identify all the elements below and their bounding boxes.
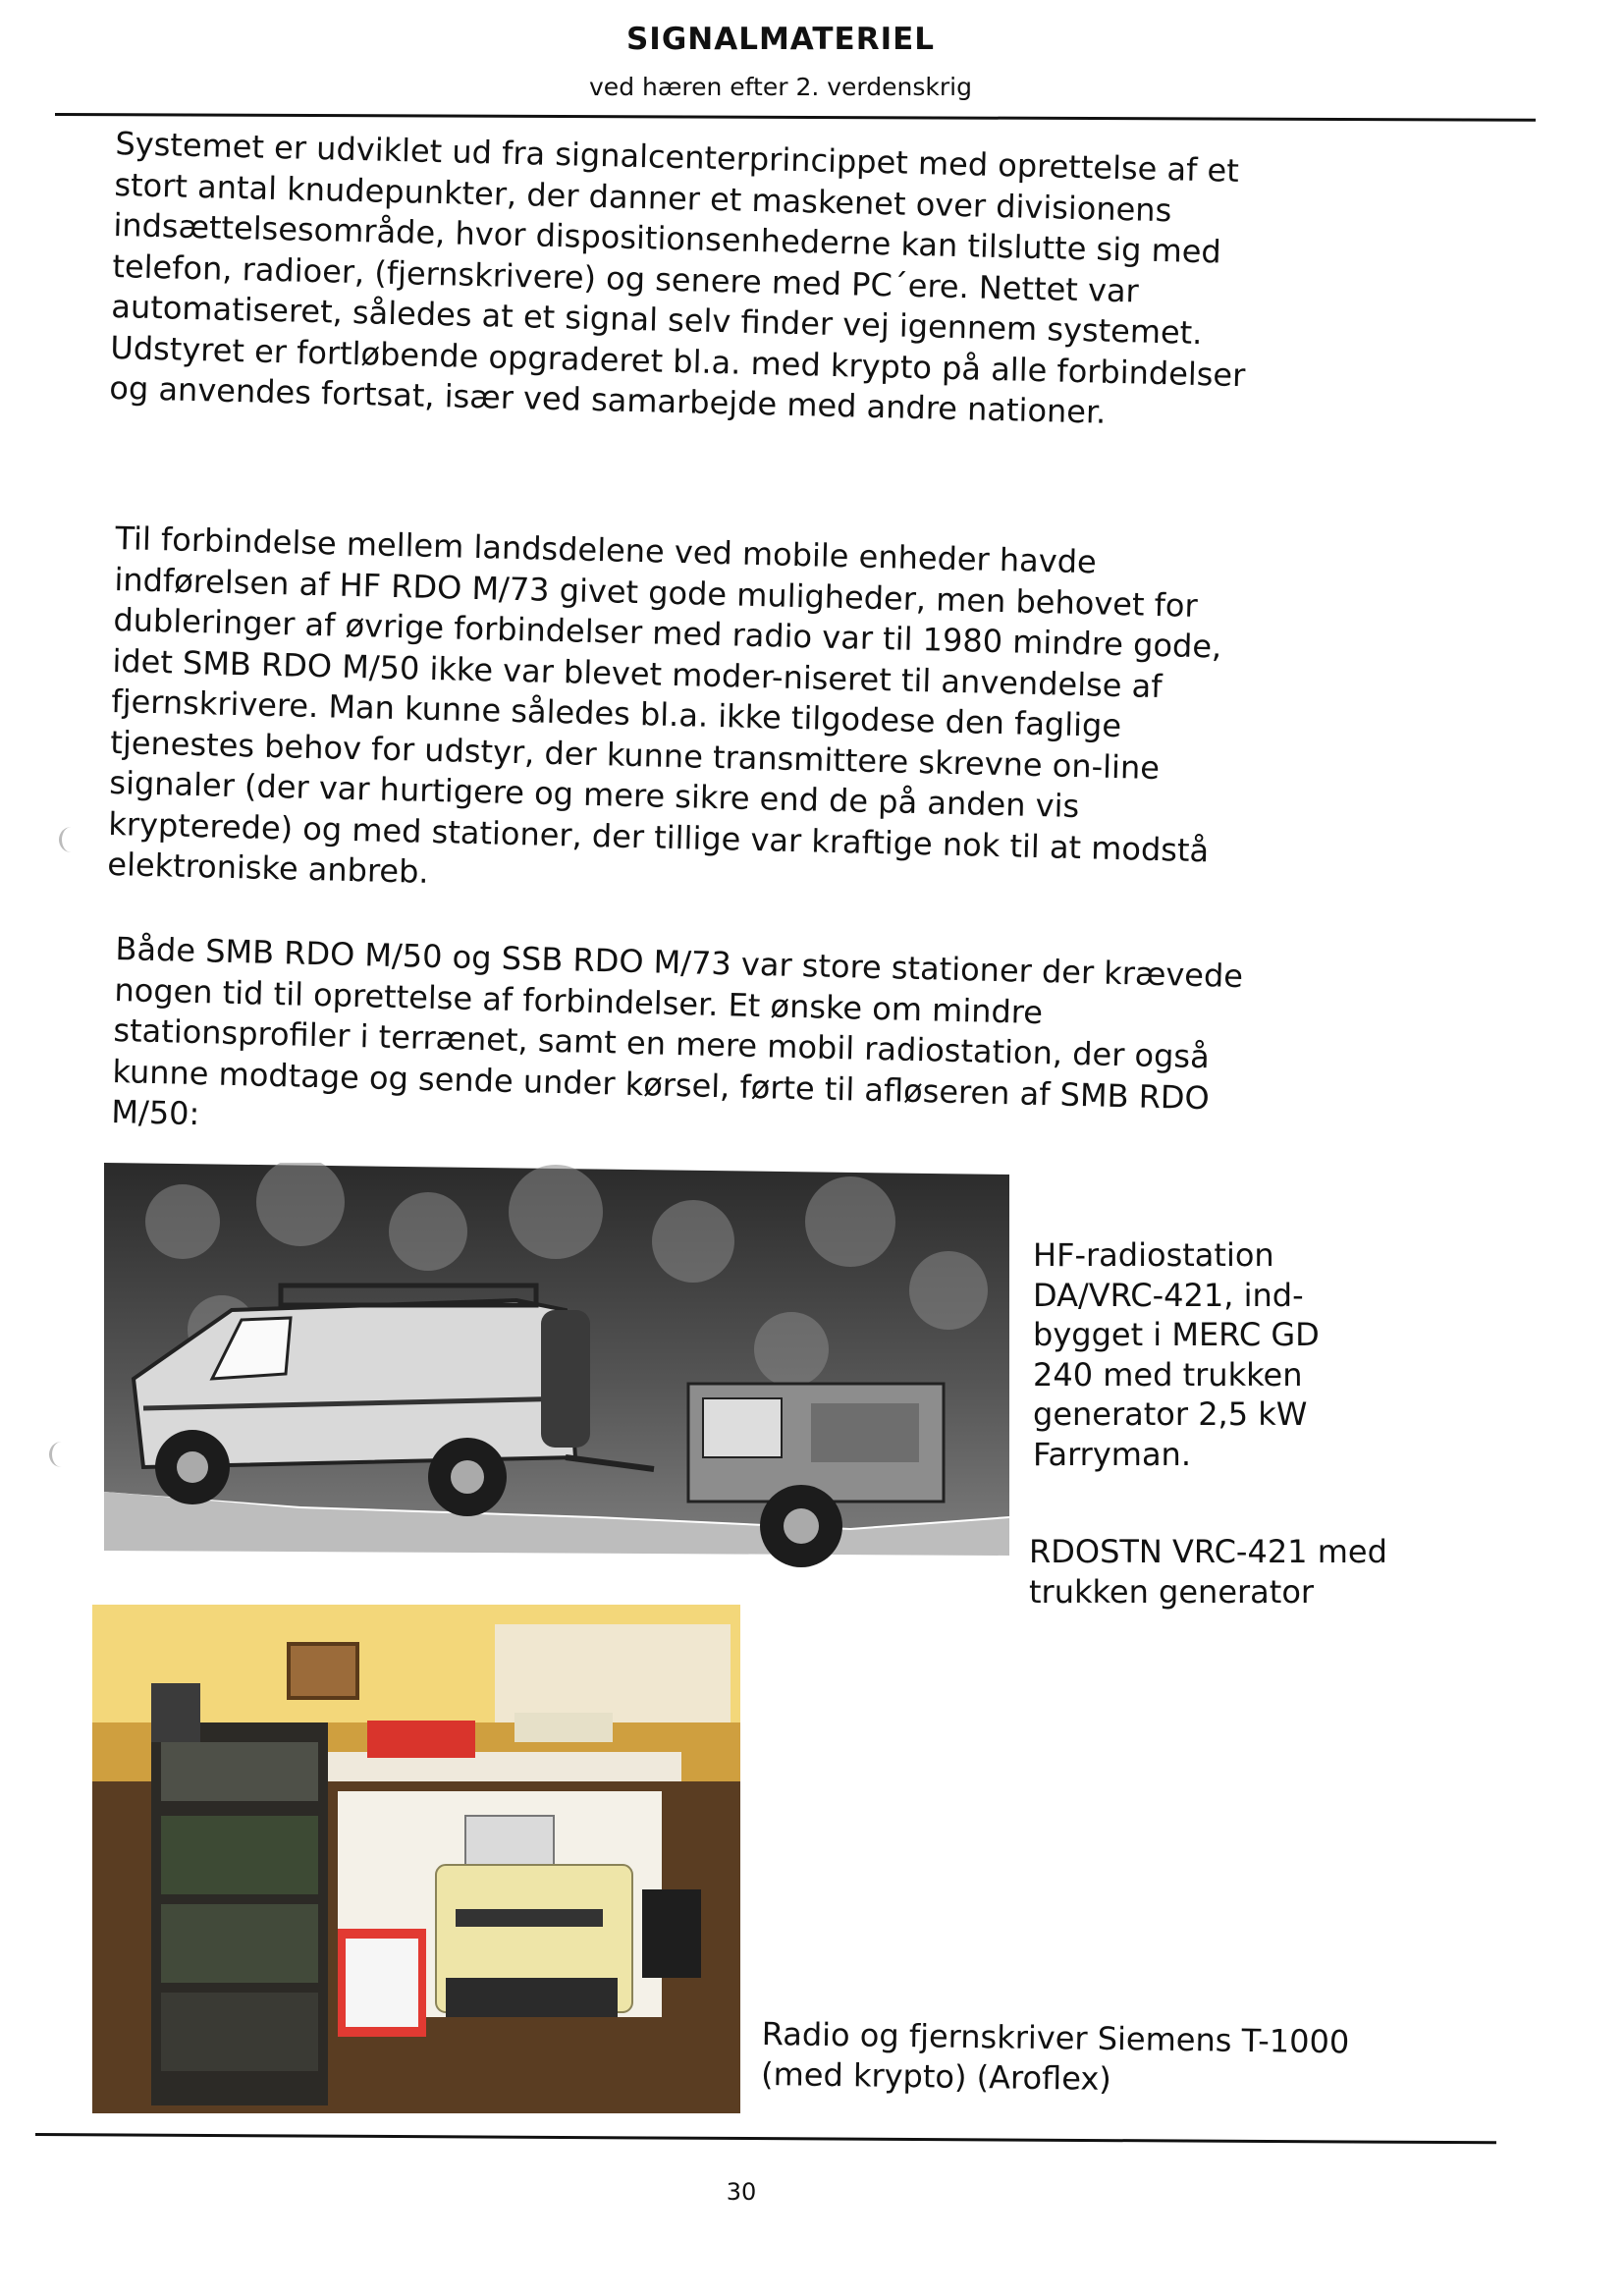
page-number: 30 (726, 2178, 757, 2206)
teleprinter-photo (92, 1605, 740, 2113)
footer-divider (35, 2133, 1496, 2144)
paragraph-hf-radio-needs: Til forbindelse mellem landsdelene ved mobile enheder havde indførelsen af HF RDO M/73 givet gode muligheder, men behovet for dubleringer af øvrige forbindelser med radio var til 1980 mindre gode, idet SMB RDO M/50 ikke var blevet moder-niseret til anvendelse af fjernskrivere. Man kunne således bl.a. ikke tilgodese den faglige tjenestes behov for udstyr, der kunne transmittere skrevne on-line signaler (der var hurtigere og mere sikre end de på anden vis krypterede) og med stationer, der tillige var kraftige nok til at modstå elektroniske anbreb. (106, 519, 1222, 891)
teleprinter-photo-caption: Radio og fjernskriver Siemens T-1000 (med krypto) (Aroflex) (760, 2015, 1350, 2098)
punch-hole-mark (49, 1442, 74, 1467)
page-subtitle: ved hæren efter 2. verdenskrig (589, 73, 972, 101)
vehicle-photo-short-caption: RDOSTN VRC-421 med trukken generator (1029, 1533, 1387, 1611)
paragraph-station-successor: Både SMB RDO M/50 og SSB RDO M/73 var store stationer der krævede nogen tid til oprettelse af forbindelser. Et ønske om mindre stationsprofiler i terrænet, samt en mere mobil radiostation, der også kunne modtage og sende under kørsel, førte til afløseren af SMB RDO M/50: (110, 929, 1244, 1133)
header-divider (55, 113, 1536, 122)
vehicle-photo-caption: HF-radiostation DA/VRC-421, ind- bygget i MERC GD 240 med trukken generator 2,5 kW Farryman. (1033, 1236, 1320, 1473)
paragraph-signal-center-system: Systemet er udviklet ud fra signalcenterprincippet med oprettelse af et stort antal knudepunkter, der danner et maskenet over divisionens indsættelsesområde, hvor dispositionsenhederne kan tilslutte sig med telefon, radioer, (fjernskrivere) og senere med PC´ere. Nettet var automatiseret, således at et signal selv finder vej igennem systemet. Udstyret er fortløbende opgraderet bl.a. med krypto på alle forbindelser og anvendes fortsat, især ved samarbejde med andre nationer. (108, 124, 1246, 431)
page-title: SIGNALMATERIEL (625, 22, 936, 57)
punch-hole-mark (59, 827, 83, 852)
vehicle-photo (104, 1163, 1009, 1593)
